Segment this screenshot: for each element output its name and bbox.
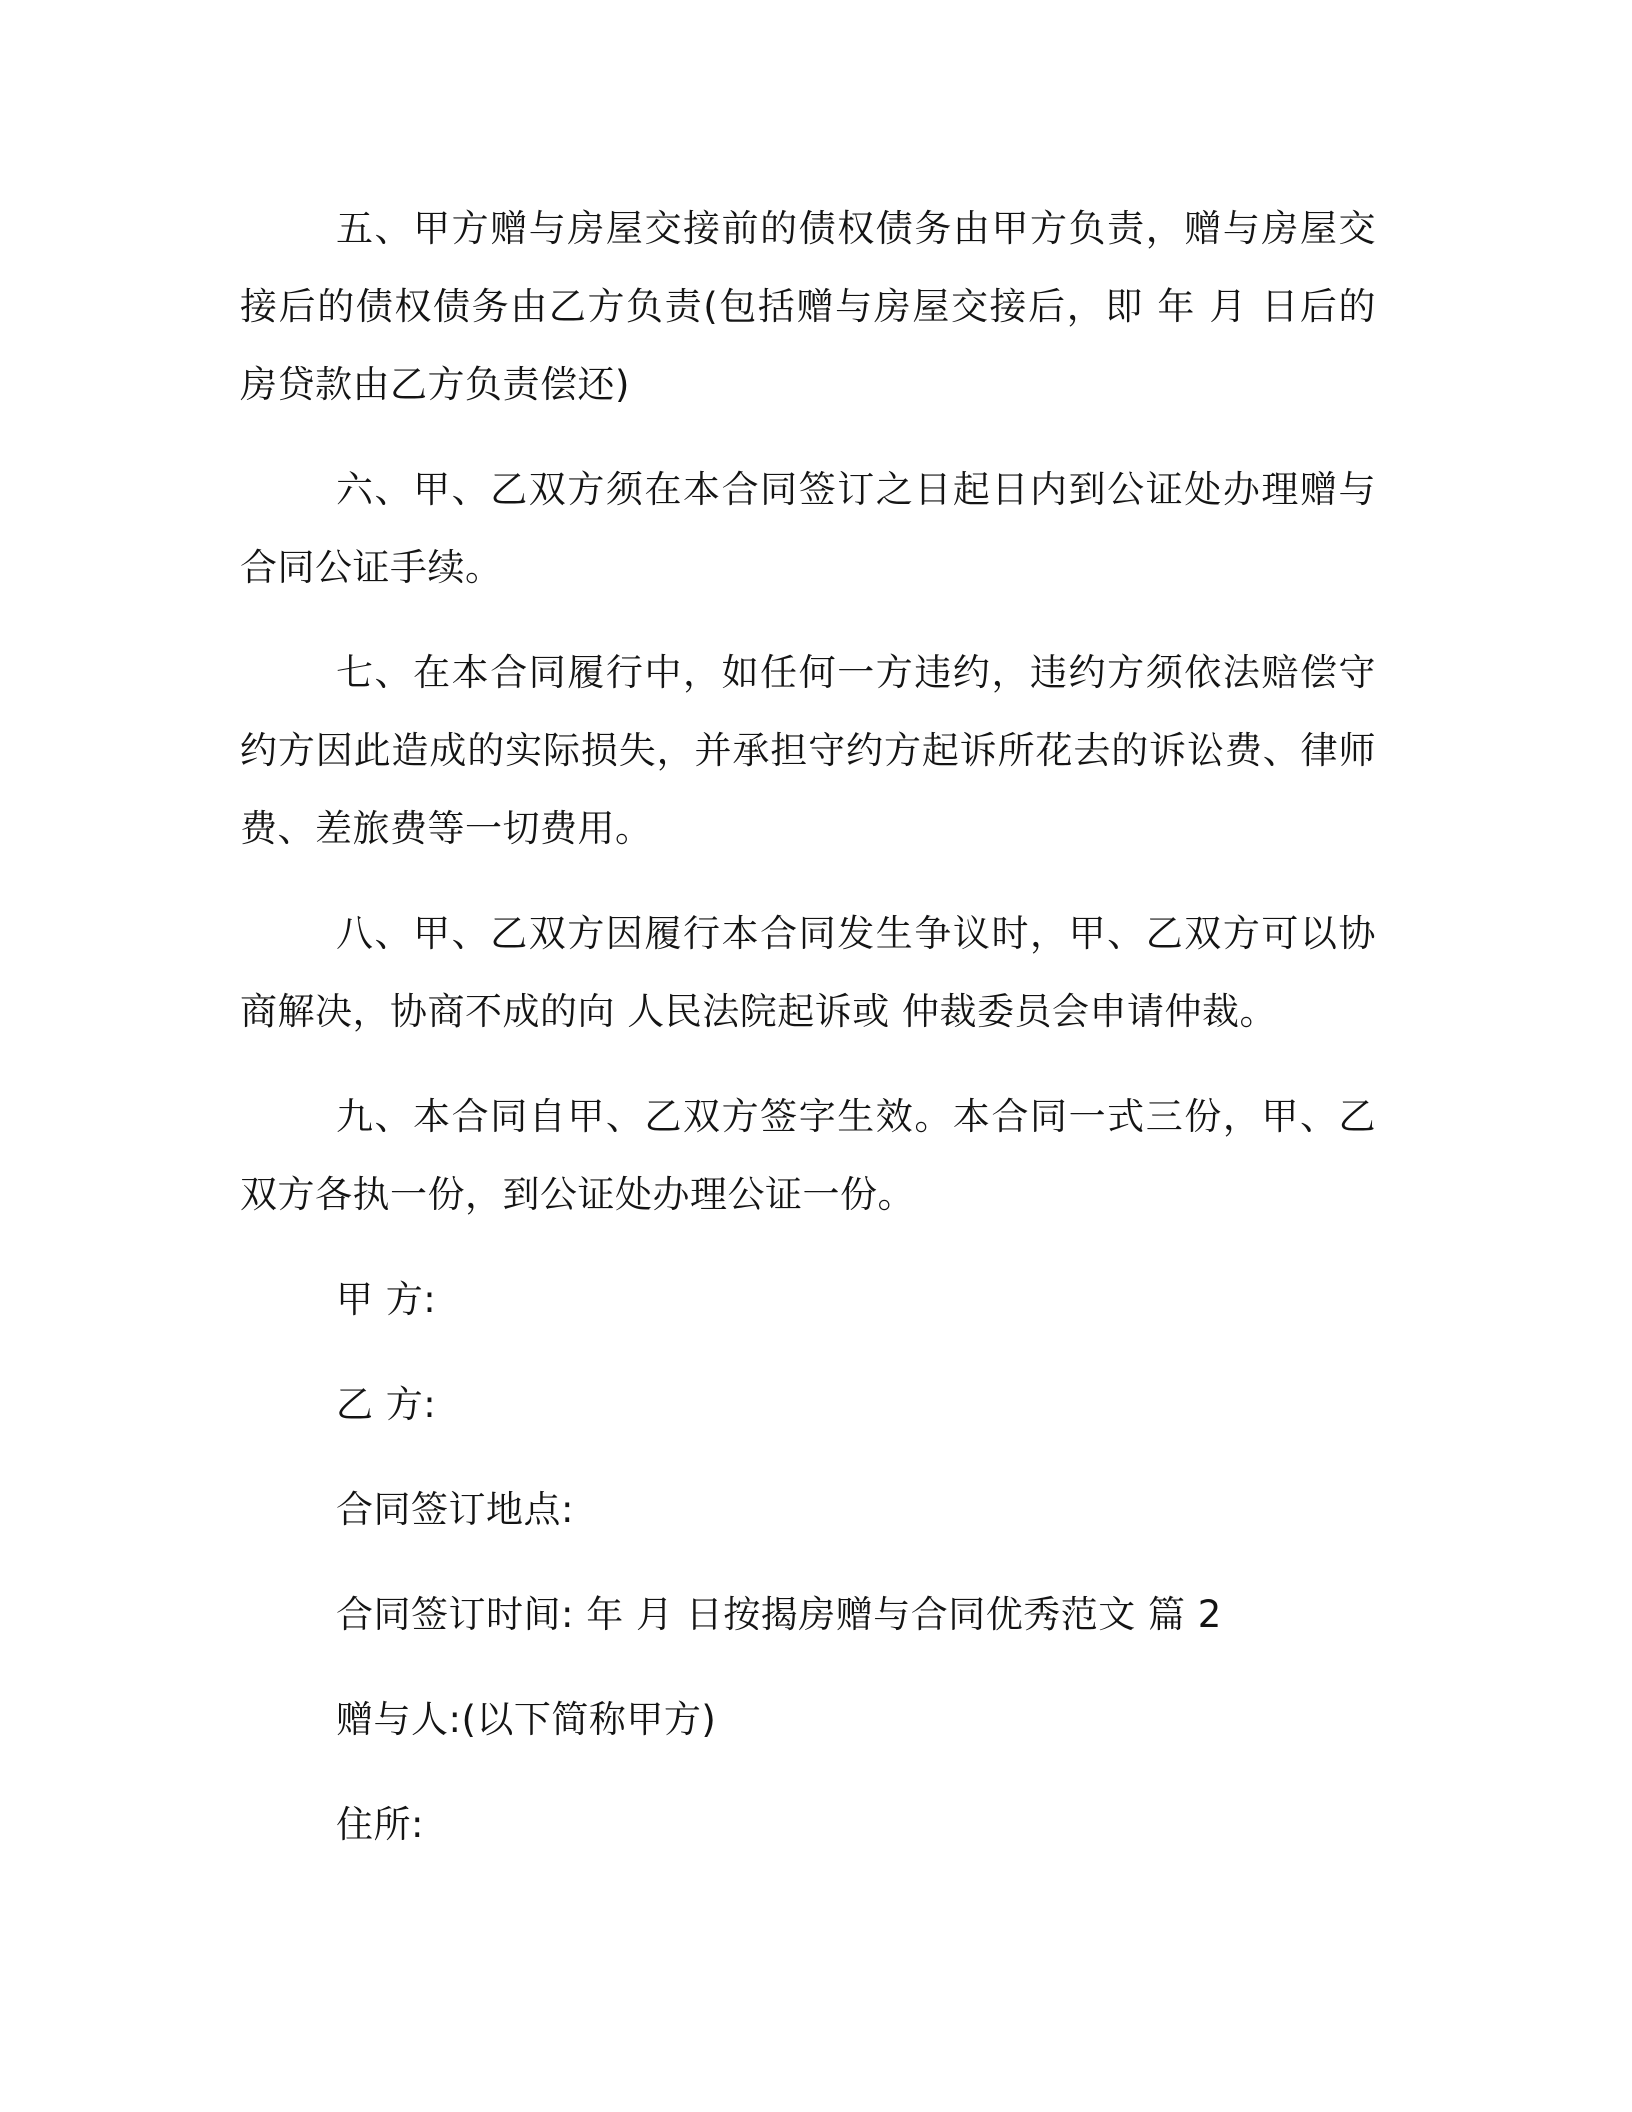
clause-9: 九、本合同自甲、乙双方签字生效。本合同一式三份，甲、乙双方各执一份，到公证处办理公证一份。 xyxy=(240,1095,1376,1216)
party-a-line: 甲 方: xyxy=(336,1278,437,1321)
sign-time-line: 合同签订时间: 年 月 日按揭房赠与合同优秀范文 篇 2 xyxy=(336,1593,1222,1636)
document-body xyxy=(240,190,1376,1864)
sign-place-line: 合同签订地点: xyxy=(336,1488,574,1531)
party-b-line: 乙 方: xyxy=(336,1383,437,1426)
signature-block xyxy=(240,1261,1376,1864)
donor-line: 赠与人:(以下简称甲方) xyxy=(336,1698,717,1741)
clause-7: 七、在本合同履行中，如任何一方违约，违约方须依法赔偿守约方因此造成的实际损失，并承担守约方起诉所花去的诉讼费、律师费、差旅费等一切费用。 xyxy=(240,651,1376,850)
clause-5: 五、甲方赠与房屋交接前的债权债务由甲方负责，赠与房屋交接后的债权债务由乙方负责(包括赠与房屋交接后，即 年 月 日后的房贷款由乙方负责偿还) xyxy=(240,207,1376,406)
clause-6: 六、甲、乙双方须在本合同签订之日起日内到公证处办理赠与合同公证手续。 xyxy=(240,468,1376,589)
residence-line: 住所: xyxy=(336,1803,424,1846)
clause-8: 八、甲、乙双方因履行本合同发生争议时，甲、乙双方可以协商解决，协商不成的向 人民法院起诉或 仲裁委员会申请仲裁。 xyxy=(240,912,1376,1033)
